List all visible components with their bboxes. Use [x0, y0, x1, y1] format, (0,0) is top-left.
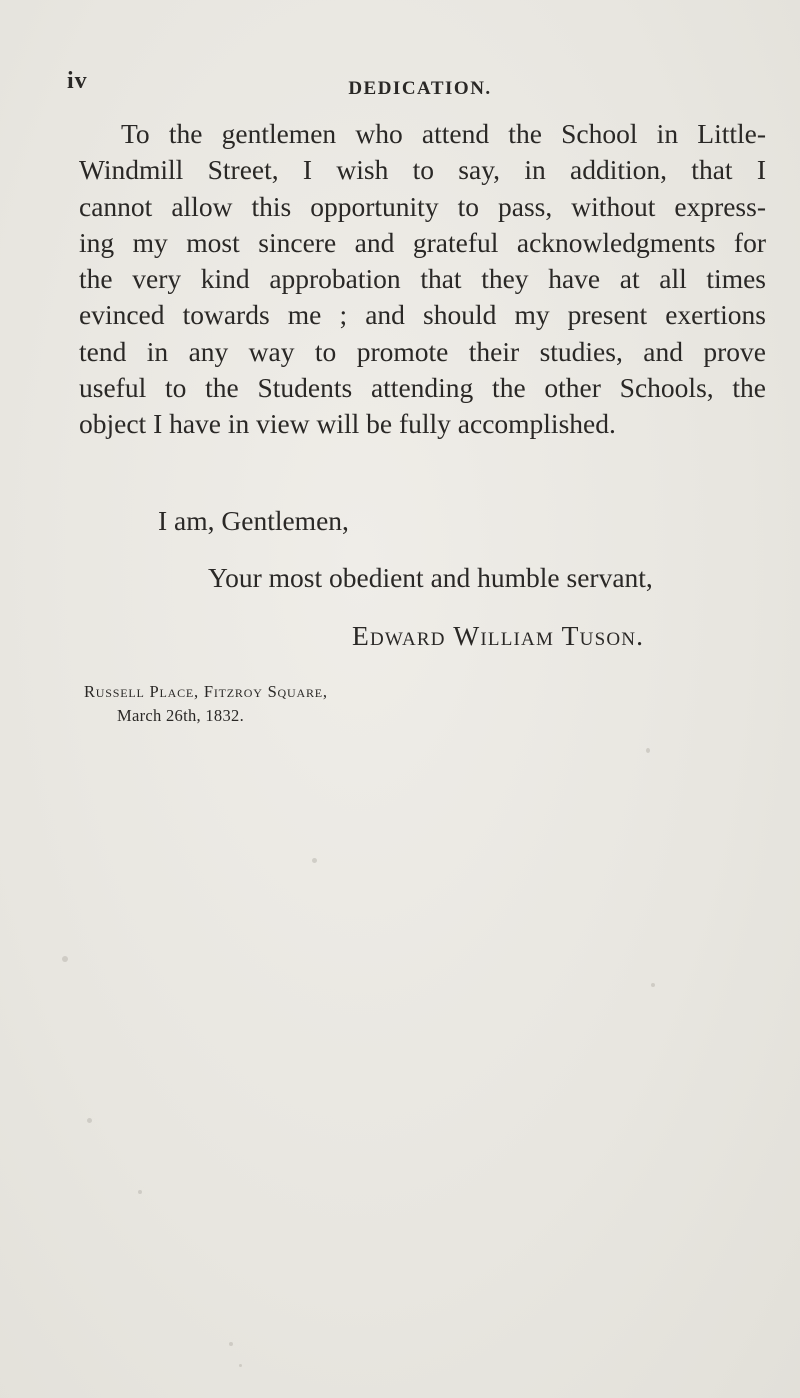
paper-speck	[312, 858, 317, 863]
paper-speck	[651, 983, 655, 987]
paper-speck	[239, 1364, 242, 1367]
valediction: Your most obedient and humble servant,	[208, 562, 653, 593]
page-number: iv	[67, 68, 88, 94]
paper-speck	[646, 748, 650, 753]
dedication-paragraph	[79, 116, 766, 443]
paragraph-line: cannot allow this opportunity to pass, without express-	[79, 190, 766, 222]
paper-speck	[87, 1118, 92, 1123]
paragraph-line: To the gentlemen who attend the School in Little-	[121, 118, 766, 149]
paragraph-line: tend in any way to promote their studies, and prove	[79, 335, 766, 367]
salutation: I am, Gentlemen,	[158, 505, 349, 536]
paragraph-line: evinced towards me ; and should my present exertions	[79, 299, 766, 331]
running-head: DEDICATION.	[348, 78, 492, 99]
paper-speck	[229, 1342, 233, 1346]
paragraph-line: ing my most sincere and grateful acknowledgments for	[79, 226, 766, 258]
address-place: Russell Place, Fitzroy Square,	[84, 682, 328, 701]
paragraph-line: object I have in view will be fully accomplished.	[79, 408, 616, 440]
paper-speck	[62, 956, 68, 962]
paragraph-line: Windmill Street, I wish to say, in addition, that I	[79, 154, 766, 186]
paragraph-line: the very kind approbation that they have at all times	[79, 263, 766, 295]
paragraph-line: useful to the Students attending the other Schools, the	[79, 372, 766, 404]
address-date: March 26th, 1832.	[117, 706, 244, 725]
paper-speck	[138, 1190, 142, 1194]
signature: Edward William Tuson.	[352, 620, 645, 651]
